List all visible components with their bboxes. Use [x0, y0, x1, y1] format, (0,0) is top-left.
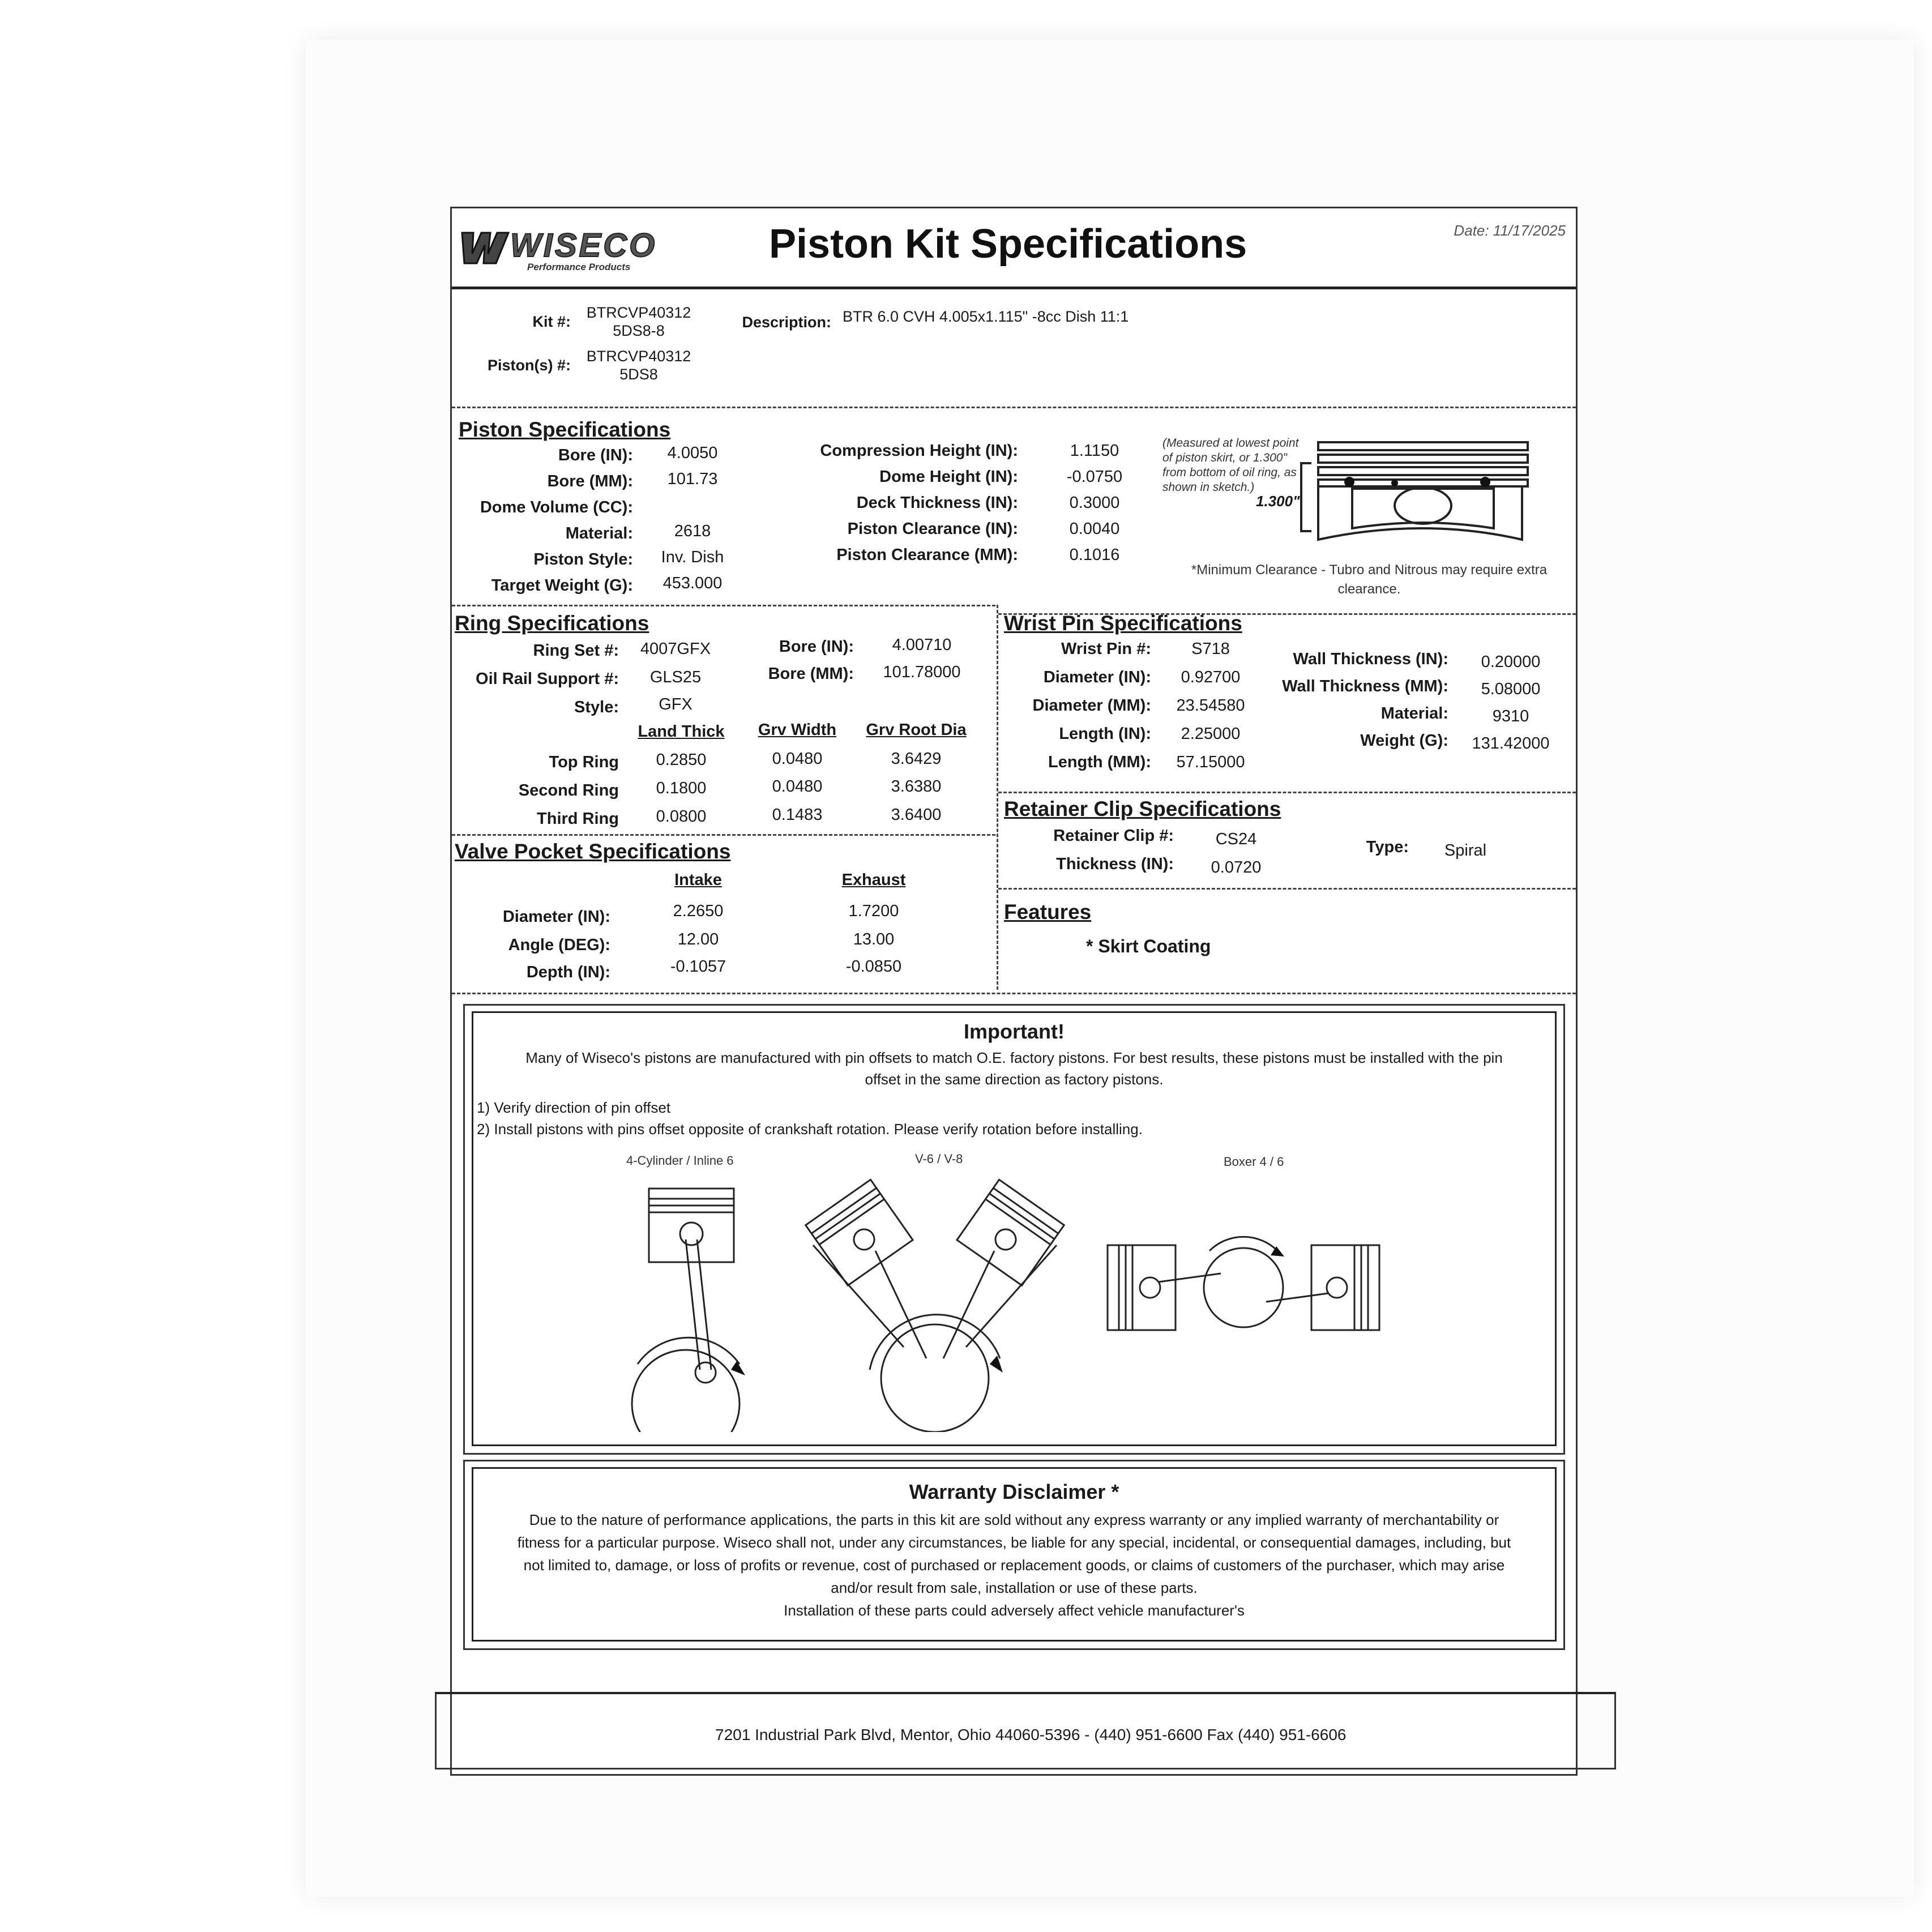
retainer-type-label: Type:: [1366, 838, 1409, 856]
wrist-pin-value: 2.25000: [1181, 725, 1241, 743]
wrist-pin-value: 57.15000: [1176, 753, 1245, 771]
ring-cell: 0.0480: [772, 750, 823, 768]
ring-set-label: Ring Set #:: [533, 642, 619, 660]
ring-bore-in-value: 4.00710: [892, 636, 952, 654]
spec-label: Material:: [565, 524, 633, 542]
oil-rail-value: GLS25: [649, 668, 702, 686]
divider: [998, 792, 1576, 793]
piston-sketch-icon: [1296, 432, 1539, 551]
spec-label: Piston Style:: [533, 550, 633, 569]
wrist-pin-value: 5.08000: [1481, 680, 1541, 698]
divider: [452, 834, 995, 836]
spec-label: Target Weight (G):: [491, 576, 633, 595]
ring-cell: 0.1800: [656, 779, 707, 797]
valve-cell: 1.7200: [848, 902, 899, 920]
ring-specs-heading: Ring Specifications: [455, 612, 649, 635]
ring-row-label: Third Ring: [537, 810, 619, 828]
spec-value: 1.1150: [1070, 442, 1119, 460]
warranty-title: Warranty Disclaimer *: [909, 1480, 1119, 1503]
spec-value: 0.0040: [1069, 520, 1120, 538]
piston-number-label: Piston(s) #:: [487, 357, 571, 374]
feature-item: * Skirt Coating: [1086, 936, 1211, 956]
ring-set-value: 4007GFX: [640, 640, 711, 658]
important-box: [463, 1004, 1565, 1455]
retainer-type-value: Spiral: [1444, 841, 1487, 860]
ring-bore-mm-label: Bore (MM):: [768, 665, 854, 683]
logo-tagline: Performance Products: [527, 262, 631, 272]
retainer-heading: Retainer Clip Specifications: [1004, 797, 1281, 820]
wrist-pin-label: Length (IN):: [1059, 725, 1151, 743]
column-header: Grv Root Dia: [866, 721, 967, 739]
diagram-label: V-6 / V-8: [915, 1152, 963, 1166]
divider: [997, 605, 998, 990]
spec-label: Deck Thickness (IN):: [856, 494, 1018, 512]
valve-cell: 13.00: [853, 930, 895, 948]
description-label: Description:: [742, 314, 831, 331]
warranty-text: Due to the nature of performance applications, the parts in this kit are sold without any express warranty or any implied warranty of merchantability or fitness for a particular purpose. Wiseco shall not, under any circumstances, be liable for any special, incidental, or consequential damages, including, but not limited to, damage, or loss of profits or revenue, cost of purchased or replacement goods, or claims of customers of the purchaser, which may arise and/or result from sale, installation or use of these parts. Installation of these parts could adversely affect vehicle manufacturer's: [517, 1511, 1511, 1619]
wrist-pin-label: Wrist Pin #:: [1061, 640, 1151, 658]
inline-engine-diagram-icon: [615, 1183, 762, 1432]
ring-row-label: Second Ring: [518, 781, 619, 800]
warranty-inner: [472, 1467, 1557, 1642]
wrist-pin-label: Material:: [1380, 704, 1448, 723]
boxer-engine-diagram-icon: [1096, 1234, 1391, 1347]
logo-word: WISECO: [510, 227, 657, 264]
footer-address: 7201 Industrial Park Blvd, Mentor, Ohio 44060-5396 - (440) 951-6600 Fax (440) 951-6606: [715, 1726, 1347, 1743]
header-rule: [452, 287, 1576, 289]
wiseco-w-icon: [456, 228, 513, 268]
min-clearance-note: *Minimum Clearance - Tubro and Nitrous may require extra clearance.: [1191, 562, 1548, 597]
divider: [998, 888, 1576, 890]
piston-specs-heading: Piston Specifications: [459, 418, 671, 441]
kit-label: Kit #:: [532, 313, 571, 330]
spec-label: Piston Clearance (MM):: [836, 546, 1018, 564]
kit-number: BTRCVP40312 5DS8-8: [586, 304, 691, 339]
wrist-pin-label: Weight (G):: [1360, 732, 1448, 750]
ring-bore-mm-value: 101.78000: [883, 663, 961, 681]
wrist-pin-label: Length (MM):: [1048, 753, 1151, 771]
valve-cell: -0.0850: [845, 958, 902, 976]
spec-label: Bore (IN):: [558, 446, 633, 464]
diagram-label: 4-Cylinder / Inline 6: [626, 1153, 734, 1168]
wrist-pin-value: 0.92700: [1181, 668, 1241, 686]
wrist-pin-value: 0.20000: [1481, 653, 1541, 671]
wrist-pin-heading: Wrist Pin Specifications: [1004, 612, 1242, 635]
retainer-clip-value: CS24: [1215, 830, 1257, 848]
sketch-dimension: 1.300": [1256, 493, 1300, 510]
valve-row-label: Diameter (IN):: [502, 908, 610, 926]
spec-value: 4.0050: [667, 444, 718, 462]
ring-cell: 0.0480: [772, 777, 823, 796]
wrist-pin-value: 131.42000: [1472, 734, 1550, 753]
spec-label: Piston Clearance (IN):: [847, 520, 1018, 538]
valve-row-label: Angle (DEG):: [508, 936, 610, 954]
wrist-pin-label: Diameter (MM):: [1032, 696, 1151, 715]
style-label: Style:: [574, 698, 619, 716]
date-stamp: Date: 11/17/2025: [1454, 222, 1566, 239]
oil-rail-label: Oil Rail Support #:: [476, 670, 619, 688]
ring-cell: 3.6400: [891, 806, 942, 824]
wrist-pin-label: Wall Thickness (MM):: [1282, 677, 1448, 695]
wrist-pin-value: 23.54580: [1176, 696, 1245, 715]
ring-cell: 3.6429: [891, 750, 942, 768]
ring-cell: 0.0800: [656, 807, 707, 826]
page-title: Piston Kit Specifications: [769, 221, 1247, 267]
wrist-pin-label: Wall Thickness (IN):: [1293, 650, 1448, 668]
spec-value: 101.73: [667, 470, 718, 488]
divider: [452, 605, 995, 606]
valve-pocket-heading: Valve Pocket Specifications: [455, 840, 731, 863]
spec-sheet: [450, 207, 1578, 1776]
ring-row-label: Top Ring: [549, 753, 619, 771]
ring-cell: 0.2850: [656, 751, 707, 769]
style-value: GFX: [659, 695, 693, 713]
spec-label: Compression Height (IN):: [820, 442, 1018, 460]
spec-value: 2618: [674, 522, 711, 540]
spec-value: 453.000: [662, 574, 723, 592]
valve-row-label: Depth (IN):: [526, 963, 610, 981]
divider: [452, 407, 1576, 408]
spec-value: 0.1016: [1069, 546, 1120, 564]
spec-value: -0.0750: [1066, 468, 1123, 486]
description-value: BTR 6.0 CVH 4.005x1.115" -8cc Dish 11:1: [843, 308, 1129, 325]
spec-label: Dome Volume (CC):: [480, 498, 633, 516]
ring-cell: 3.6380: [891, 777, 942, 796]
wiseco-logo: [456, 228, 694, 273]
retainer-thickness-label: Thickness (IN):: [1056, 855, 1174, 873]
wrist-pin-value: 9310: [1492, 707, 1529, 725]
column-header: Exhaust: [841, 871, 906, 889]
column-header: Land Thick: [638, 723, 725, 741]
spec-value: 0.3000: [1069, 494, 1120, 512]
valve-cell: 2.2650: [673, 902, 724, 920]
ring-cell: 0.1483: [772, 806, 823, 824]
important-title: Important!: [964, 1020, 1065, 1043]
wrist-pin-value: S718: [1191, 640, 1230, 658]
important-text: Many of Wiseco's pistons are manufactured with pin offsets to match O.E. factory pistons. For best results, these pistons must be installed with the pin offset in the same direction as factory pistons.: [525, 1049, 1503, 1088]
sketch-note: (Measured at lowest point of piston skirt, or 1.300" from bottom of oil ring, as shown in sketch.): [1162, 437, 1299, 494]
column-header: Intake: [674, 871, 722, 889]
important-inner: [472, 1011, 1557, 1446]
retainer-clip-label: Retainer Clip #:: [1053, 827, 1174, 845]
spec-label: Bore (MM):: [547, 472, 633, 490]
important-steps: 1) Verify direction of pin offset 2) Install pistons with pins offset opposite of crankshaft rotation. Please verify rotation before installing.: [477, 1099, 1143, 1138]
spec-value: Inv. Dish: [661, 548, 724, 566]
v-engine-diagram-icon: [802, 1177, 1068, 1432]
piston-number: BTRCVP40312 5DS8: [586, 348, 691, 383]
ring-bore-in-label: Bore (IN):: [779, 638, 854, 656]
warranty-box: [463, 1460, 1565, 1650]
divider: [452, 993, 1576, 994]
valve-cell: 12.00: [677, 930, 719, 948]
wrist-pin-label: Diameter (IN):: [1043, 668, 1151, 686]
spec-label: Dome Height (IN):: [879, 468, 1018, 486]
column-header: Grv Width: [758, 721, 837, 739]
retainer-thickness-value: 0.0720: [1211, 858, 1262, 877]
diagram-label: Boxer 4 / 6: [1224, 1155, 1284, 1169]
valve-cell: -0.1057: [670, 958, 726, 976]
features-heading: Features: [1004, 900, 1092, 924]
